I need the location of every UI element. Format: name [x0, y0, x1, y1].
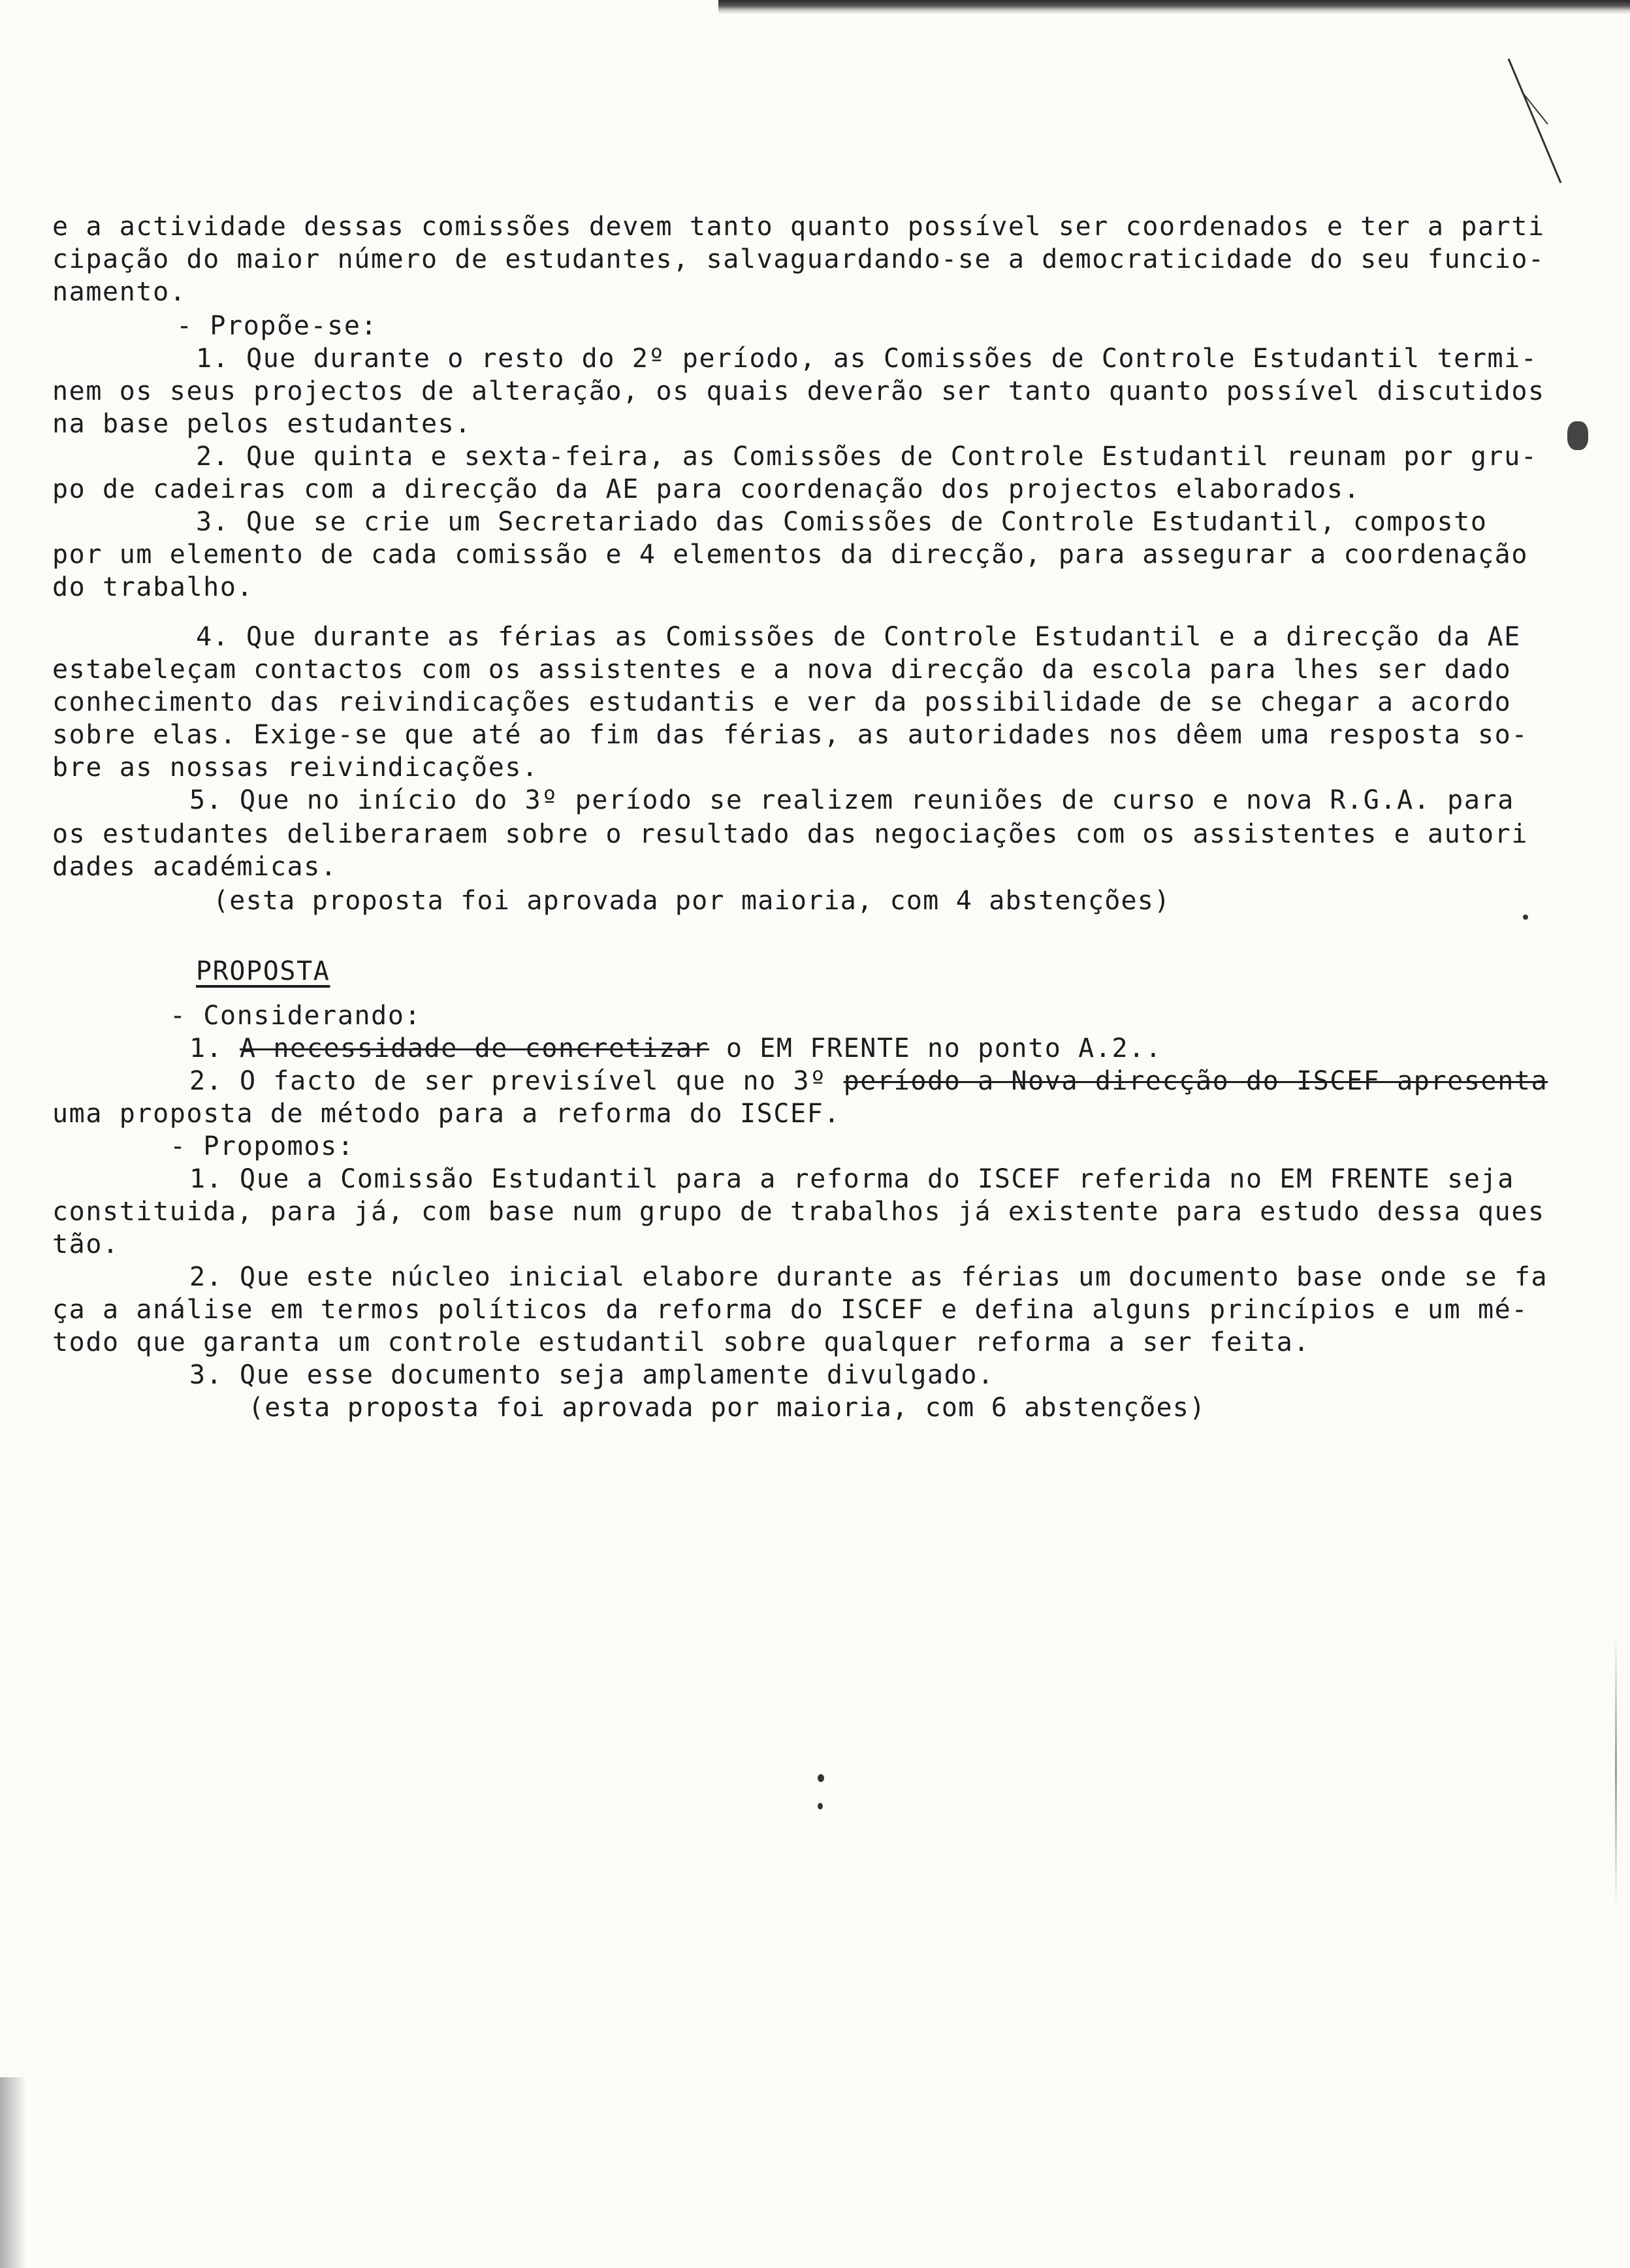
propomos-heading: - Propomos: [170, 1131, 355, 1161]
scan-left-edge [0, 2077, 26, 2268]
considerando-item-1 [189, 1032, 1162, 1065]
item-1-line: nem os seus projectos de alteração, os quais deverão ser tanto quanto possível discutidos [52, 376, 1545, 406]
item-2-line: 2. Que quinta e sexta-feira, as Comissões de Controle Estudantil reunam por gru- [196, 442, 1538, 472]
item-5-line: dades académicas. [52, 852, 338, 882]
proposal-2-line: ça a análise em termos políticos da reforma do ISCEF e defina alguns princípios e um mé- [52, 1295, 1529, 1325]
item-1-line: na base pelos estudantes. [52, 409, 472, 439]
proposal-1-line: 1. Que a Comissão Estudantil para a reforma do ISCEF referida no EM FRENTE seja [189, 1164, 1514, 1194]
ink-speck [1523, 915, 1528, 920]
item-3-line: 3. Que se crie um Secretariado das Comissões de Controle Estudantil, composto [196, 507, 1488, 537]
vote-note-1: (esta proposta foi aprovada por maioria, com 4 abstenções) [213, 886, 1171, 916]
proposal-1-line: constituida, para já, com base num grupo de trabalhos já existente para estudo dessa ques [52, 1197, 1545, 1227]
item-4-line: conhecimento das reivindicações estudantis e ver da possibilidade de se chegar a acordo [52, 687, 1512, 717]
cons-1-struck: A necessidade de concretizar [240, 1033, 710, 1063]
cons-1-rest: o EM FRENTE no ponto A.2.. [709, 1033, 1162, 1063]
considerando-heading: - Considerando: [170, 1001, 422, 1031]
body-line: namento. [52, 277, 187, 307]
item-4-line: sobre elas. Exige-se que até ao fim das férias, as autoridades nos dêem uma resposta so- [52, 720, 1529, 750]
item-3-line: por um elemento de cada comissão e 4 elementos da direcção, para assegurar a coordenação [52, 540, 1529, 570]
scan-top-edge [718, 0, 1630, 14]
proposal-1-line: tão. [52, 1229, 120, 1259]
cons-2-struck: período a Nova direcção do ISCEF apresenta [843, 1066, 1548, 1096]
item-5-line: 5. Que no início do 3º período se realizem reuniões de curso e nova R.G.A. para [189, 785, 1514, 815]
scan-right-edge [1615, 1633, 1617, 1907]
vote-note-2: (esta proposta foi aprovada por maioria, com 6 abstenções) [248, 1393, 1206, 1423]
body-line: e a actividade dessas comissões devem tanto quanto possível ser coordenados e ter a parti [52, 212, 1545, 242]
item-4-line: estabeleçam contactos com os assistentes e a nova direcção da escola para lhes ser dado [52, 655, 1512, 685]
propoe-heading: - Propõe-se: [176, 311, 378, 341]
ink-speck [818, 1774, 824, 1782]
proposal-2-line: 2. Que este núcleo inicial elabore durante as férias um documento base onde se fa [189, 1262, 1548, 1292]
proposta-title: PROPOSTA [196, 956, 330, 986]
body-line: cipação do maior número de estudantes, salvaguardando-se a democraticidade do seu funcio- [52, 244, 1545, 274]
item-5-line: os estudantes deliberaraem sobre o resultado das negociações com os assistentes e autori [52, 819, 1529, 849]
item-2-line: po de cadeiras com a direcção da AE para coordenação dos projectos elaborados. [52, 474, 1361, 504]
ink-blot [1567, 421, 1588, 450]
proposal-2-line: todo que garanta um controle estudantil sobre qualquer reforma a ser feita. [52, 1327, 1311, 1357]
cons-1-prefix: 1. [189, 1033, 240, 1063]
cons-2-prefix: 2. O facto de ser previsível que no 3º [189, 1066, 844, 1096]
proposal-3-line: 3. Que esse documento seja amplamente divulgado. [189, 1360, 995, 1390]
considerando-item-2-line: uma proposta de método para a reforma do ISCEF. [52, 1099, 841, 1129]
considerando-item-2 [189, 1065, 1548, 1097]
item-4-line: bre as nossas reivindicações. [52, 753, 539, 783]
item-1-line: 1. Que durante o resto do 2º período, as Comissões de Controle Estudantil termi- [196, 344, 1538, 374]
item-3-line: do trabalho. [52, 572, 254, 602]
pen-marks [1495, 52, 1574, 222]
item-4-line: 4. Que durante as férias as Comissões de Controle Estudantil e a direcção da AE [196, 622, 1521, 652]
ink-speck [818, 1803, 823, 1809]
